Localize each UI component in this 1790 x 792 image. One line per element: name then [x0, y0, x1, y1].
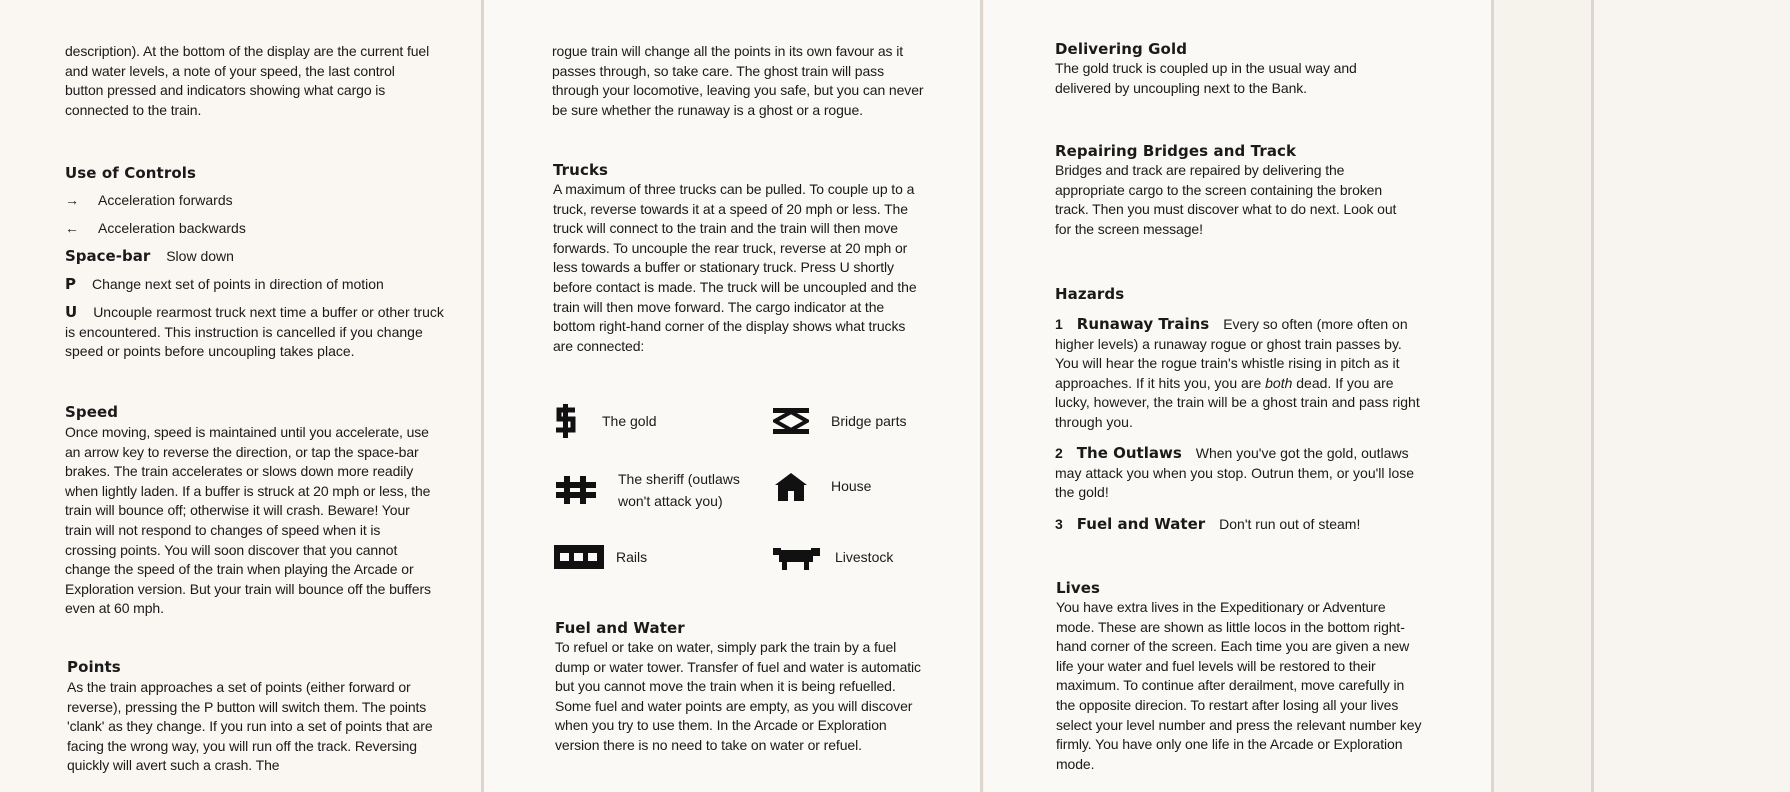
hazard-text: dead. If you are lucky, however, the train will be a ghost train and pass right through you.: [1055, 374, 1420, 430]
repairing-heading: Repairing Bridges and Track: [1055, 142, 1297, 160]
control-row: [65, 247, 234, 267]
cargo-label: Livestock: [835, 549, 894, 565]
fold-line: [1591, 0, 1594, 792]
control-description: Change next set of points in direction of motion: [92, 276, 384, 292]
trucks-paragraph: A maximum of three trucks can be pulled. To couple up to a truck, reverse towards it at a speed of 20 mph or less. The truck will connect to the train and the train will then move forwards. To uncouple the rear truck, reverse at 20 mph or less towards a buffer or stationary truck. Press U shortly before contact is made. The truck will be uncoupled and the train will then move forward. The cargo indicator at the bottom right-hand corner of the display shows what trucks are connected:: [553, 181, 917, 354]
hazard-text: Every so often (more often on higher levels) a runaway rogue or ghost train passes by. You will hear the rogue train's whistle rising in pitch as it approaches. If it hits you, you are: [1055, 316, 1408, 391]
lives-paragraph: You have extra lives in the Expeditionary or Adventure mode. These are shown as little locos in the bottom right-hand corner of the screen. Each time you are given a new life your water and fuel levels will be restored to their maximum. To continue after derailment, move carefully in the opposite direcion. To restart after losing all your lives select your level number and press the relevant number key firmly. You have only one life in the Arcade or Exploration mode.: [1056, 599, 1422, 772]
speed-heading: Speed: [65, 403, 119, 421]
fold-line: [980, 0, 983, 792]
control-key: Space-bar: [65, 247, 151, 265]
cargo-label: House: [831, 478, 872, 494]
control-row: [65, 275, 384, 295]
page-panel-5: [1594, 0, 1790, 792]
rails-icon: [554, 545, 604, 569]
cargo-item-sheriff: [554, 468, 768, 512]
speed-paragraph: Once moving, speed is maintained until you accelerate, use an arrow key to reverse the direction, or tap the space-bar brakes. The train accelerates or slows down more readily when lightly laden. If a buffer is struck at 20 mph or less, the train will bounce off; otherwise it will crash. Beware! Your train will not respond to changes of speed when it is crossing points. You will soon discover that you cannot change the speed of the train when playing the Arcade or Exploration version. But your train will bounce off the buffers even at 60 mph.: [65, 424, 431, 617]
sheriff-icon: [554, 473, 598, 507]
points-heading: Points: [67, 658, 121, 676]
cargo-label: Rails: [616, 549, 648, 565]
fold-line: [481, 0, 484, 792]
hazard-number: 2: [1055, 445, 1063, 461]
control-key: P: [65, 275, 76, 293]
cargo-label: The gold: [602, 413, 657, 429]
control-description: Acceleration backwards: [98, 220, 246, 236]
arrow-right-icon: →: [65, 192, 79, 208]
control-row: [65, 191, 233, 211]
delivering-gold-paragraph: The gold truck is coupled up in the usual way and delivered by uncoupling next to the Bank.: [1055, 60, 1357, 96]
control-key: U: [65, 303, 78, 321]
control-description: Slow down: [166, 248, 234, 264]
controls-heading: Use of Controls: [65, 164, 196, 182]
hazard-item: [1055, 515, 1425, 535]
delivering-gold-heading: Delivering Gold: [1055, 40, 1188, 58]
lives-heading: Lives: [1056, 579, 1101, 597]
trucks-heading: Trucks: [553, 161, 609, 179]
hazard-item: [1055, 315, 1425, 433]
hazard-text-emphasis: both: [1265, 374, 1293, 391]
house-icon: [773, 471, 809, 501]
repairing-paragraph: Bridges and track are repaired by delivering the appropriate cargo to the screen containing the broken track. Then you must discover what to do next. Look out for the screen message!: [1055, 162, 1397, 237]
hazard-item: [1055, 444, 1425, 503]
points-paragraph: As the train approaches a set of points (either forward or reverse), pressing the P button will switch them. The points 'clank' as they change. If you run into a set of points that are facing the wrong way, you will run off the track. Reversing quickly will avert such a crash. The: [67, 679, 433, 774]
hazard-title: Runaway Trains: [1076, 315, 1210, 333]
cargo-item-rails: [554, 545, 647, 569]
hazards-heading: Hazards: [1055, 285, 1125, 303]
cargo-item-bridge-parts: [773, 408, 906, 434]
fold-line: [1491, 0, 1494, 792]
cargo-item-gold: [554, 404, 656, 438]
control-row: [65, 219, 246, 239]
hazard-number: 3: [1055, 516, 1063, 532]
rogue-train-paragraph: rogue train will change all the points in its own favour as it passes through, so take care. The ghost train will pass through your locomotive, leaving you safe, but you can never be sure whether the runaway is a ghost or a rogue.: [552, 43, 924, 118]
control-row: [65, 303, 445, 362]
livestock-icon: [773, 544, 821, 570]
intro-paragraph: description). At the bottom of the display are the current fuel and water levels, a note of your speed, the last control button pressed and indicators showing what cargo is connected to the train.: [65, 43, 430, 118]
page-panel-4: [1493, 0, 1591, 792]
hazard-title: The Outlaws: [1076, 444, 1182, 462]
cargo-label: The sheriff (outlaws won't attack you): [618, 471, 740, 509]
gold-icon: [554, 404, 578, 438]
fuel-water-heading: Fuel and Water: [555, 619, 685, 637]
control-description: Acceleration forwards: [98, 192, 233, 208]
cargo-item-house: [773, 471, 871, 501]
cargo-item-livestock: [773, 544, 893, 570]
bridge-parts-icon: [773, 408, 809, 434]
arrow-left-icon: ←: [65, 220, 79, 236]
cargo-label: Bridge parts: [831, 413, 907, 429]
hazard-number: 1: [1055, 316, 1063, 332]
fuel-water-paragraph: To refuel or take on water, simply park the train by a fuel dump or water tower. Transfer of fuel and water is automatic but you cannot move the train when it is being refuelled. Some fuel and water points are empty, as you will discover when you try to use them. In the Arcade or Exploration version there is no need to take on water or refuel.: [555, 639, 921, 753]
control-description: Uncouple rearmost truck next time a buffer or other truck is encountered. This instruction is cancelled if you change speed or points before uncoupling takes place.: [65, 304, 444, 360]
hazard-text: When you've got the gold, outlaws may attack you when you stop. Outrun them, or you'll lose the gold!: [1055, 445, 1415, 501]
hazard-title: Fuel and Water: [1076, 515, 1206, 533]
hazard-text: Don't run out of steam!: [1219, 516, 1361, 532]
